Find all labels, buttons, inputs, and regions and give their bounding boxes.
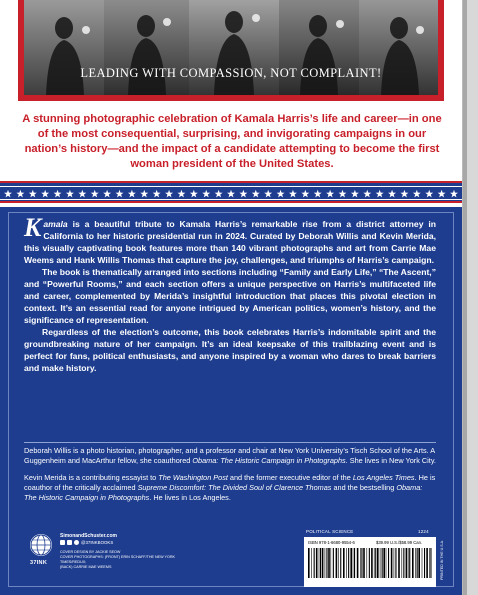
barcode-bar: [346, 548, 347, 578]
star-icon: [289, 190, 297, 198]
star-icon: [78, 190, 86, 198]
star-icon: [215, 190, 223, 198]
star-icon: [103, 190, 111, 198]
barcode: [304, 537, 436, 587]
barcode-bar: [395, 548, 396, 578]
headline: A stunning photographic celebration of Kamala Harris’s life and career—in one of the most consequential, surprising, and invigorating campaigns in our nation’s history—and the impact of a candidate attempting to become the first woman president of the United States.: [22, 113, 442, 170]
barcode-bar: [417, 548, 418, 578]
facebook-icon: [60, 540, 65, 545]
social-row: [60, 540, 117, 545]
barcode-bar: [361, 548, 362, 578]
star-icon: [41, 190, 49, 198]
printed-in: PRINTED IN THE U.S.A.: [440, 540, 444, 580]
bio-willis: Deborah Willis is a photo historian, photographer, and a professor and chair at New York University’s Tisch School of the Arts. A Guggenheim and MacArthur fellow, she coauthored Obama: The Historic Campaign in Photographs. She lives in New York City.: [24, 446, 436, 465]
barcode-bar: [403, 548, 404, 578]
author-bios: [24, 446, 436, 510]
photo-frame: [18, 0, 444, 101]
barcode-bar: [343, 548, 345, 578]
star-icon: [314, 190, 322, 198]
barcode-bar: [319, 548, 320, 578]
star-icon: [438, 190, 446, 198]
star-icon: [116, 190, 124, 198]
barcode-bar: [311, 548, 312, 578]
star-icon: [388, 190, 396, 198]
star-icon: [277, 190, 285, 198]
star-icon: [252, 190, 260, 198]
barcode-bar: [374, 548, 375, 578]
barcode-bar: [320, 548, 321, 578]
star-icon: [413, 190, 421, 198]
star-icon: [153, 190, 161, 198]
barcode-bar: [406, 548, 408, 578]
barcode-bar: [357, 548, 359, 578]
barcode-bar: [360, 548, 361, 578]
barcode-bar: [398, 548, 400, 578]
star-icon: [227, 190, 235, 198]
barcode-bar: [426, 548, 428, 578]
star-icon: [301, 190, 309, 198]
star-icon: [425, 190, 433, 198]
page-edge: [462, 0, 478, 595]
star-icon: [376, 190, 384, 198]
barcode-bar: [409, 548, 410, 578]
barcode-bar: [325, 548, 326, 578]
star-icon: [128, 190, 136, 198]
star-icon: [140, 190, 148, 198]
divider: [24, 442, 436, 443]
barcode-bar: [388, 548, 389, 578]
top-area: [0, 0, 462, 207]
publisher-site: SimonandSchuster.com: [60, 533, 117, 539]
barcode-bar: [340, 548, 341, 578]
star-icon: [16, 190, 24, 198]
photo-caption: LEADING WITH COMPASSION, NOT COMPLAINT!: [80, 66, 382, 80]
star-icon: [264, 190, 272, 198]
barcode-bar: [380, 548, 381, 578]
star-icon: [339, 190, 347, 198]
star-icon: [54, 190, 62, 198]
barcode-bar: [350, 548, 352, 578]
back-cover-photo: [24, 0, 438, 95]
barcode-bar: [363, 548, 365, 578]
publisher-globe-logo: [30, 534, 52, 556]
stars-row: [0, 185, 462, 203]
barcode-bar: [377, 548, 379, 578]
star-icon: [190, 190, 198, 198]
barcode-bar: [331, 548, 332, 578]
stars-band: [0, 181, 462, 203]
barcode-bar: [412, 548, 414, 578]
barcode-bar: [333, 548, 334, 578]
globe-icon: [30, 534, 52, 556]
barcode-bar: [369, 548, 370, 578]
barcode-bar: [308, 548, 310, 578]
star-icon: [351, 190, 359, 198]
star-icon: [239, 190, 247, 198]
star-icon: [165, 190, 173, 198]
isbn: ISBN 978-1-6680-9554-6: [308, 540, 355, 545]
description-p1: Kamala is a beautiful tribute to Kamala Harris’s remarkable rise from a district attorney in California to her historic presidential run in 2024. Curated by Deborah Willis and Kevin Merida, this visually captivating book features more than 140 vibrant photographs and art from Carrie Mae Weems and Hank Willis Thomas that capture the joy, challenges, and triumphs of Harris’s campaign.: [24, 213, 436, 265]
barcode-bar: [391, 548, 393, 578]
cover-credits: COVER DESIGN BY JACKIE SEOW COVER PHOTOGRAPHS: (FRONT) ERIN SCHAFF/THE NEW YORK TIMES/REDUX; (BACK) CARRIE MAE WEEMS: [60, 550, 176, 569]
bio-merida: Kevin Merida is a contributing essayist to The Washington Post and the former executive editor of the Los Angeles Times. He is coauthor of the critically acclaimed Supreme Discomfort: The Divided Soul of Clarence Thomas and the bestselling Obama: The Historic Campaign in Photographs. He lives in Los Angeles.: [24, 473, 436, 502]
publisher-logo-text: 37INK: [30, 560, 48, 566]
barcode-bar: [336, 548, 338, 578]
barcode-category: POLITICAL SCIENCE: [306, 529, 354, 534]
barcode-code: 1224: [418, 529, 429, 534]
publisher-info: [60, 533, 117, 545]
barcode-bar: [386, 548, 387, 578]
star-icon: [450, 190, 458, 198]
barcode-bar: [402, 548, 403, 578]
barcode-bar: [338, 548, 339, 578]
barcode-bar: [429, 548, 430, 578]
barcode-bar: [375, 548, 376, 578]
barcode-bar: [383, 548, 385, 578]
barcode-bar: [418, 548, 420, 578]
description-p2: The book is thematically arranged into sections including “Family and Early Life,” “The Ascent,” and “Powerful Rooms,” and each section offers a unique perspective on Harris’s multifaceted life and career, complemented by Merida’s insightful introduction that places this pivotal election in context. It’s an essential read for anyone intrigued by American politics, women’s history, and the significance of representation.: [24, 267, 436, 325]
barcode-bar: [328, 548, 330, 578]
star-icon: [91, 190, 99, 198]
barcode-bar: [314, 548, 315, 578]
social-handle: @37INKBOOKS: [81, 540, 114, 545]
barcode-bar: [326, 548, 327, 578]
description: [24, 213, 436, 374]
barcode-bar: [353, 548, 354, 578]
barcode-bar: [322, 548, 324, 578]
star-icon: [4, 190, 12, 198]
star-icon: [177, 190, 185, 198]
barcode-bar: [430, 548, 431, 578]
instagram-icon: [74, 540, 79, 545]
star-icon: [363, 190, 371, 198]
star-icon: [400, 190, 408, 198]
barcode-bar: [354, 548, 355, 578]
barcode-bars: [308, 548, 432, 582]
description-p3: Regardless of the election’s outcome, this book celebrates Harris’s indomitable spirit and the groundbreaking nature of her campaign. It’s an ideal keepsake of this trailblazing event and is perfect for fans, political enthusiasts, and anyone inspired by a woman who dares to break barriers and make history.: [24, 327, 436, 373]
price: $39.99 U.S./$58.99 Can.: [376, 540, 423, 545]
barcode-bar: [382, 548, 383, 578]
barcode-bar: [415, 548, 416, 578]
barcode-bar: [424, 548, 425, 578]
barcode-bar: [367, 548, 368, 578]
star-icon: [326, 190, 334, 198]
star-icon: [202, 190, 210, 198]
barcode-bar: [408, 548, 409, 578]
barcode-bar: [316, 548, 318, 578]
barcode-bar: [348, 548, 349, 578]
x-icon: [67, 540, 72, 545]
dropcap: K: [24, 213, 42, 242]
barcode-bar: [422, 548, 423, 578]
barcode-bar: [394, 548, 395, 578]
star-icon: [29, 190, 37, 198]
barcode-bar: [371, 548, 373, 578]
star-icon: [66, 190, 74, 198]
